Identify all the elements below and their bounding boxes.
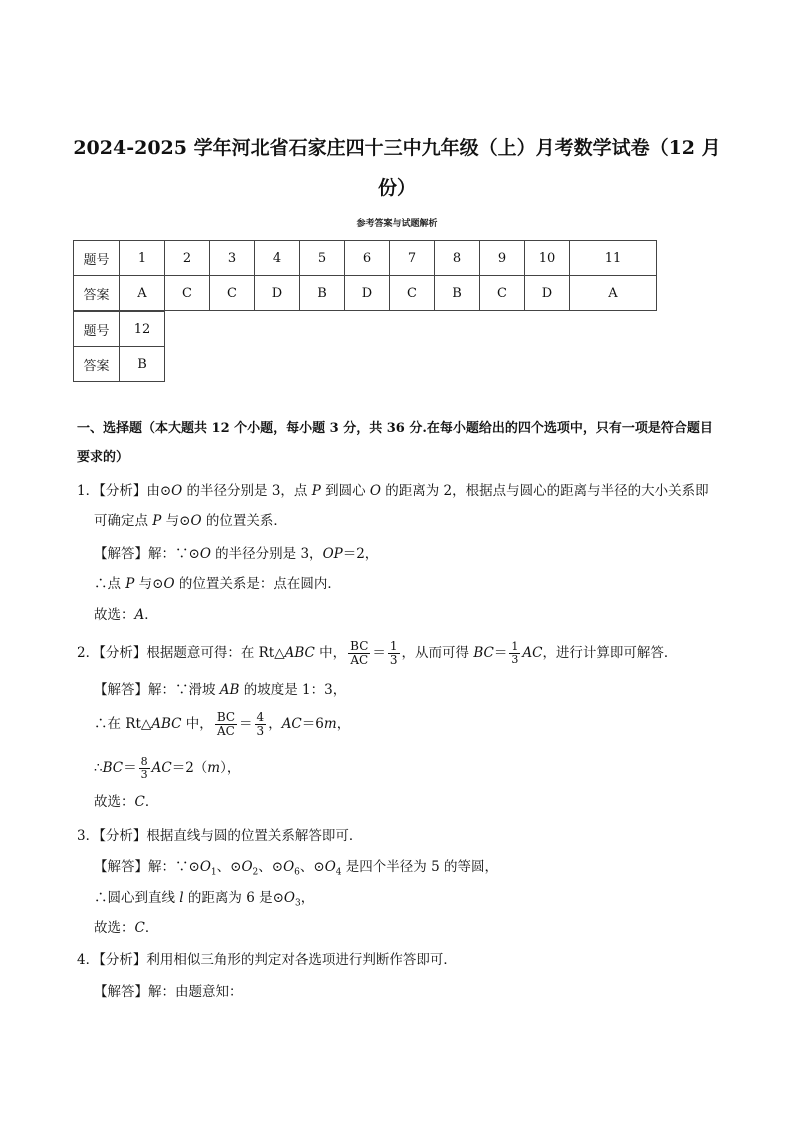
text: 是四个半径为 5 的等圆， [341,859,498,875]
text: ． [144,794,159,810]
text: 、⊙ [299,859,325,875]
text: ∴点 [94,576,126,592]
text: 中， [181,716,213,732]
question-cell: 11 [570,241,657,276]
text: 中， [314,645,347,661]
document-subtitle: 参考答案与试题解析 [356,219,438,229]
text: 解：由题意知： [148,984,243,1000]
header-cell-question: 题号 [74,241,120,276]
answer-cell: C [480,276,525,311]
text: ， [336,716,351,732]
text: ， [300,890,315,906]
q3-choice [94,918,158,938]
fraction-den: 3 [389,653,398,667]
question-number: 2． [77,645,100,661]
text: ，进行计算即可解答． [542,645,678,661]
var: AC [281,716,302,732]
text: ）， [220,760,241,776]
fraction [348,640,370,667]
question-cell: 4 [255,241,300,276]
solution-tag: 【解答】 [94,546,148,562]
var: O [171,483,183,499]
fraction [215,711,237,738]
answer-cell: B [300,276,345,311]
subscript: 4 [335,867,342,878]
fraction-num: BC [216,710,236,724]
var: ABC [151,716,182,732]
text: 故选： [94,794,135,810]
answer-cell: C [390,276,435,311]
answer-cell: A [120,276,165,311]
text: 故选： [94,607,135,623]
answer-cell: B [435,276,480,311]
var: O [283,890,295,906]
var: l [179,890,184,906]
q3-solution-line1 [94,857,498,883]
header-cell-answer: 答案 [74,276,120,311]
q2-solution-line2 [94,711,350,738]
var: O [199,546,211,562]
text: 与⊙ [161,513,191,529]
fraction [255,711,267,738]
var: m [207,760,221,776]
q2-solution-line1 [94,680,346,700]
question-cell: 3 [210,241,255,276]
document-title: 2024-2025 学年河北省石家庄四十三中九年级（上）月考数学试卷（12 月份） [73,137,721,199]
var: C [134,920,145,936]
analysis-tag: 【分析】 [99,828,147,844]
fraction-num: 1 [511,640,519,653]
answer-cell: C [210,276,255,311]
fraction-num: 4 [256,710,265,724]
var: BC [473,645,494,661]
question-cell: 8 [435,241,480,276]
text: ． [144,920,159,936]
var: A [134,607,145,623]
q4-solution-line1 [94,982,243,1002]
var: O [190,513,202,529]
text: 的半径分别是 3，点 [182,483,312,499]
answer-cell: A [570,276,657,311]
var: O [324,859,336,875]
header-cell-question: 题号 [74,312,120,347]
text: 利用相似三角形的判定对各选项进行判断作答即可． [146,952,457,968]
q2-choice [94,792,158,812]
solution-tag: 【解答】 [94,682,148,698]
question-row [74,312,165,347]
var: P [125,576,135,592]
answer-cell: C [165,276,210,311]
q2-analysis-line [77,640,677,667]
text: 的距离为 6 是⊙ [183,890,284,906]
answer-cell: D [345,276,390,311]
answer-row [74,347,165,382]
question-cell: 5 [300,241,345,276]
q1-analysis-line2 [94,511,287,531]
solution-tag: 【解答】 [94,984,148,1000]
text: 、⊙ [258,859,284,875]
text: ＝6 [301,716,324,732]
subscript: 6 [294,867,300,878]
text: 的位置关系． [201,513,287,529]
q4-analysis-line [77,950,457,970]
q3-solution-line2 [94,888,314,914]
question-cell: 1 [120,241,165,276]
answer-cell: B [120,347,165,382]
fraction-num: 1 [389,639,398,653]
text: 的坡度是 1：3， [239,682,347,698]
text: 解：∵滑坡 [148,682,220,698]
question-row [74,241,657,276]
var: O [283,859,295,875]
text: 根据题意可得：在 Rt△ [146,645,285,661]
text: ∴在 Rt△ [94,716,152,732]
text: ＝ [372,645,386,661]
q1-solution-line2 [94,574,341,594]
question-cell: 10 [525,241,570,276]
text: ． [144,607,158,623]
var: AC [522,645,543,661]
text: ＝2（ [171,760,208,776]
subscript: 1 [210,867,217,878]
var: C [134,794,145,810]
answer-table [73,240,657,311]
fraction-den: AC [350,653,369,667]
var: m [323,716,337,732]
q2-solution-line3 [94,756,240,781]
text: ∴圆心到直线 [94,890,180,906]
question-number: 4． [77,952,100,968]
fraction-num: BC [350,639,369,653]
text: 可确定点 [94,513,153,529]
text: 到圆心 [320,483,370,499]
analysis-tag: 【分析】 [99,645,147,661]
analysis-tag: 【分析】 [99,952,147,968]
var: AB [219,682,240,698]
question-cell: 9 [480,241,525,276]
var: O [369,483,381,499]
q1-choice [94,605,158,625]
analysis-tag: 【分析】 [99,483,147,499]
answer-row [74,276,657,311]
q1-analysis-line1 [77,481,709,501]
text: ＝ [493,645,508,661]
section-header: 一、选择题（本大题共 12 个小题，每小题 3 分，共 36 分.在每小题给出的四个选项中，只有一项是符合题目要求的） [77,421,713,465]
var: ABC [284,645,315,661]
fraction-den: 3 [511,653,519,666]
fraction-den: 3 [140,768,148,781]
var: AC [151,760,172,776]
var: O [199,859,211,875]
q1-solution-line1 [94,544,378,564]
fraction [509,641,520,666]
question-cell: 12 [120,312,165,347]
solution-tag: 【解答】 [94,859,148,875]
question-cell: 2 [165,241,210,276]
fraction [139,756,150,781]
text: 的距离为 2，根据点与圆心的距离与半径的大小关系即 [380,483,709,499]
var: O [163,576,175,592]
fraction-num: 8 [140,755,148,768]
text: ＝ [239,716,253,732]
fraction-den: AC [217,724,235,738]
text: 解：∵⊙ [148,859,200,875]
text: ＝2， [342,546,379,562]
answer-cell: D [255,276,300,311]
text: ，从而可得 [401,645,474,661]
text: 由⊙ [146,483,172,499]
text: ∴ [94,760,103,776]
question-cell: 6 [345,241,390,276]
var: OP [322,546,343,562]
var: BC [102,760,124,776]
question-number: 3． [77,828,100,844]
text: ， [268,716,282,732]
text: 故选： [94,920,135,936]
text: ＝ [123,760,137,776]
text: 的半径分别是 3， [210,546,323,562]
subscript: 3 [294,898,301,909]
fraction-den: 3 [256,724,265,738]
answer-table-2 [73,311,165,382]
subscript: 2 [252,867,259,878]
q3-analysis-line [77,826,362,846]
fraction [388,640,400,667]
text: 与⊙ [134,576,164,592]
var: O [241,859,253,875]
header-cell-answer: 答案 [74,347,120,382]
text: 根据直线与圆的位置关系解答即可． [146,828,363,844]
text: 解：∵⊙ [148,546,200,562]
answer-cell: D [525,276,570,311]
text: 的位置关系是：点在圆内． [174,576,341,592]
var: P [152,513,162,529]
text: 、⊙ [216,859,242,875]
question-number: 1． [77,483,100,499]
question-cell: 7 [390,241,435,276]
var: P [311,483,321,499]
